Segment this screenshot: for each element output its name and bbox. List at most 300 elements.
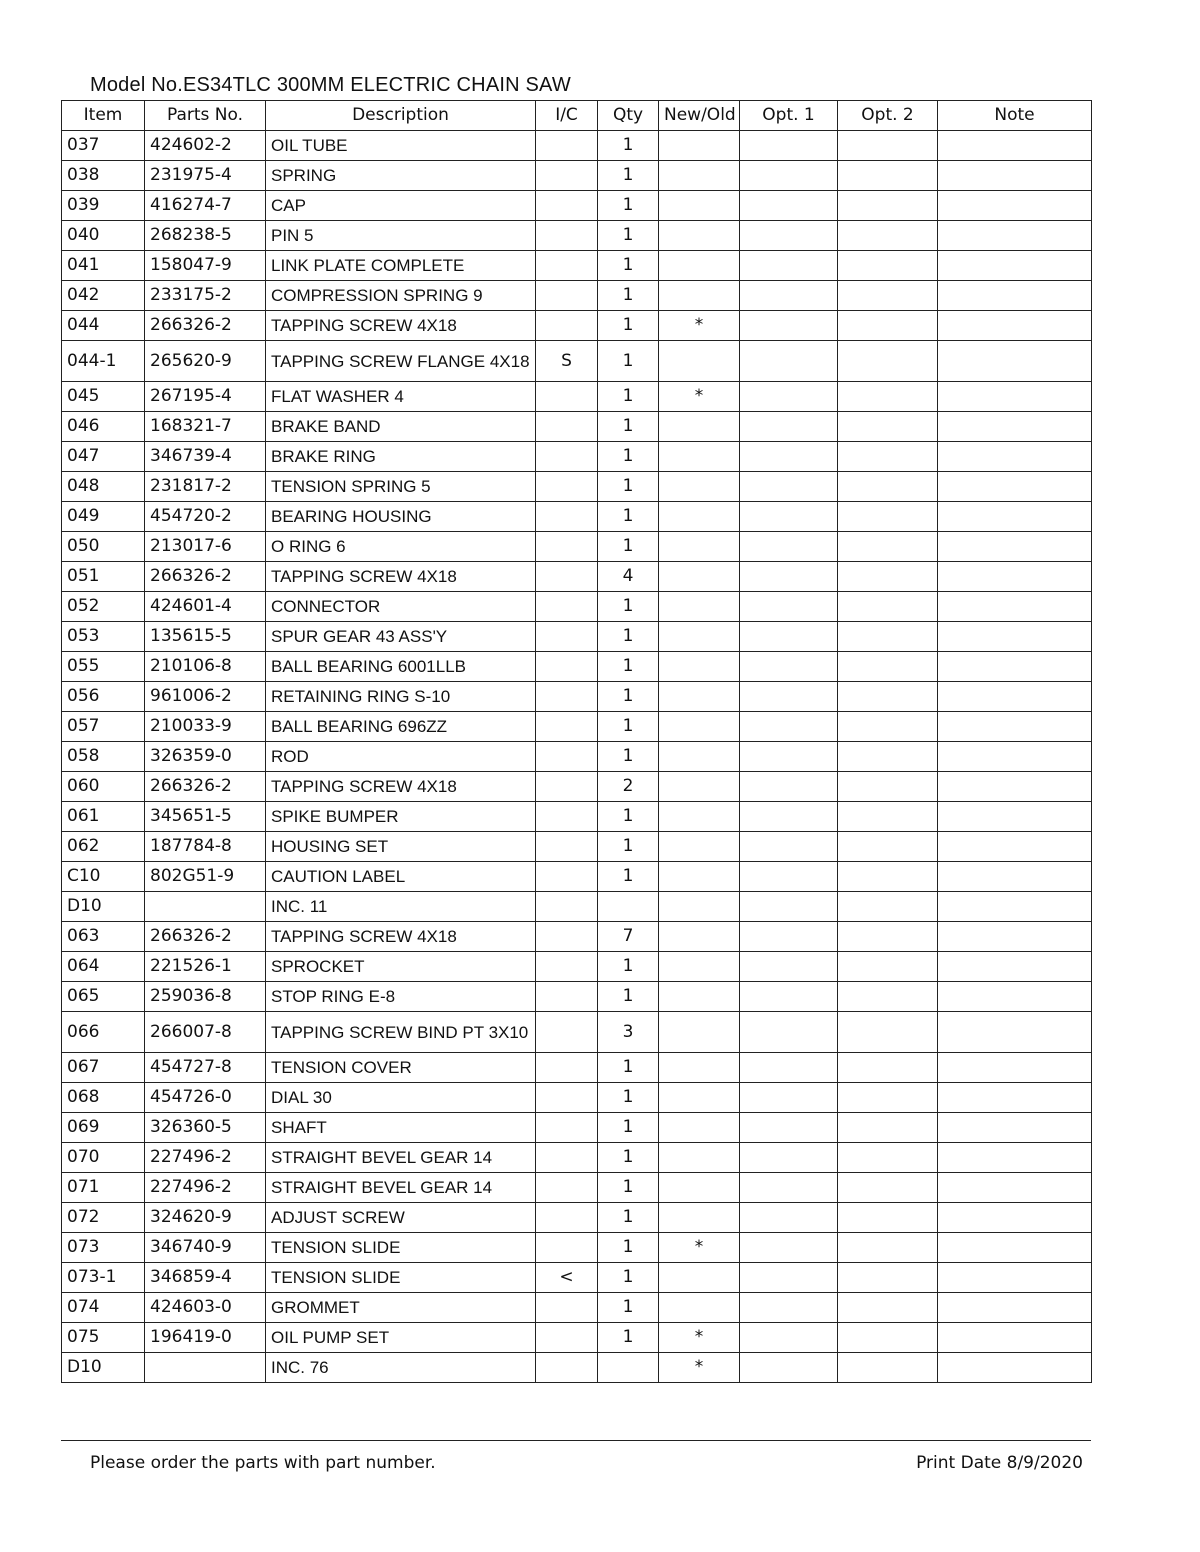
table-row <box>62 982 1092 1012</box>
description-cell: CAP <box>266 191 536 221</box>
new-old-cell <box>659 1012 740 1053</box>
parts-no-cell: 454720-2 <box>145 502 266 532</box>
opt-1-cell <box>740 191 838 221</box>
qty-cell: 1 <box>598 1263 659 1293</box>
qty-cell: 1 <box>598 1233 659 1263</box>
parts-no-cell: 802G51-9 <box>145 862 266 892</box>
parts-no-cell: 266326-2 <box>145 562 266 592</box>
description-cell: TAPPING SCREW 4X18 <box>266 311 536 341</box>
qty-cell: 1 <box>598 191 659 221</box>
opt-1-cell <box>740 1293 838 1323</box>
new-old-cell <box>659 772 740 802</box>
qty-cell: 1 <box>598 1203 659 1233</box>
parts-no-cell: 424601-4 <box>145 592 266 622</box>
description-cell: STOP RING E-8 <box>266 982 536 1012</box>
qty-cell: 1 <box>598 682 659 712</box>
note-cell <box>938 802 1092 832</box>
qty-cell: 1 <box>598 862 659 892</box>
qty-cell: 1 <box>598 472 659 502</box>
table-body <box>62 131 1092 1383</box>
parts-no-cell: 266007-8 <box>145 1012 266 1053</box>
parts-no-cell: 266326-2 <box>145 772 266 802</box>
note-cell <box>938 1263 1092 1293</box>
item-cell: 037 <box>62 131 145 161</box>
new-old-cell <box>659 832 740 862</box>
opt-1-cell <box>740 1173 838 1203</box>
parts-no-cell: 268238-5 <box>145 221 266 251</box>
item-cell: 055 <box>62 652 145 682</box>
item-cell: 057 <box>62 712 145 742</box>
opt-2-cell <box>838 1173 938 1203</box>
ic-cell <box>536 472 598 502</box>
description-cell: TENSION SPRING 5 <box>266 472 536 502</box>
note-cell <box>938 221 1092 251</box>
column-header-qty: Qty <box>598 101 659 131</box>
opt-2-cell <box>838 502 938 532</box>
qty-cell: 1 <box>598 281 659 311</box>
opt-2-cell <box>838 221 938 251</box>
description-cell: TAPPING SCREW BIND PT 3X10 <box>266 1012 536 1053</box>
new-old-cell <box>659 712 740 742</box>
opt-1-cell <box>740 502 838 532</box>
parts-no-cell: 326360-5 <box>145 1113 266 1143</box>
qty-cell: 1 <box>598 712 659 742</box>
parts-no-cell: 227496-2 <box>145 1143 266 1173</box>
opt-2-cell <box>838 1143 938 1173</box>
parts-no-cell: 267195-4 <box>145 382 266 412</box>
note-cell <box>938 472 1092 502</box>
ic-cell <box>536 1203 598 1233</box>
ic-cell <box>536 682 598 712</box>
opt-1-cell <box>740 622 838 652</box>
new-old-cell <box>659 1143 740 1173</box>
table-row <box>62 1113 1092 1143</box>
ic-cell <box>536 221 598 251</box>
ic-cell <box>536 982 598 1012</box>
parts-no-cell: 266326-2 <box>145 311 266 341</box>
table-row <box>62 712 1092 742</box>
item-cell: 061 <box>62 802 145 832</box>
parts-no-cell: 454726-0 <box>145 1083 266 1113</box>
qty-cell: 1 <box>598 622 659 652</box>
ic-cell <box>536 742 598 772</box>
opt-2-cell <box>838 562 938 592</box>
item-cell: 069 <box>62 1113 145 1143</box>
opt-2-cell <box>838 1012 938 1053</box>
opt-2-cell <box>838 592 938 622</box>
parts-no-cell: 961006-2 <box>145 682 266 712</box>
column-header-opt-2: Opt. 2 <box>838 101 938 131</box>
description-cell: OIL TUBE <box>266 131 536 161</box>
qty-cell: 1 <box>598 1173 659 1203</box>
new-old-cell <box>659 412 740 442</box>
ic-cell <box>536 191 598 221</box>
opt-2-cell <box>838 472 938 502</box>
description-cell: HOUSING SET <box>266 832 536 862</box>
description-cell: CONNECTOR <box>266 592 536 622</box>
parts-no-cell <box>145 892 266 922</box>
table-row <box>62 772 1092 802</box>
note-cell <box>938 592 1092 622</box>
new-old-cell <box>659 982 740 1012</box>
item-cell: 073 <box>62 1233 145 1263</box>
table-row <box>62 341 1092 382</box>
parts-no-cell: 416274-7 <box>145 191 266 221</box>
opt-1-cell <box>740 832 838 862</box>
note-cell <box>938 622 1092 652</box>
opt-1-cell <box>740 562 838 592</box>
opt-2-cell <box>838 1233 938 1263</box>
item-cell: 066 <box>62 1012 145 1053</box>
new-old-cell <box>659 161 740 191</box>
description-cell: TENSION SLIDE <box>266 1233 536 1263</box>
table-row <box>62 131 1092 161</box>
ic-cell <box>536 1323 598 1353</box>
table-row <box>62 1293 1092 1323</box>
parts-no-cell: 221526-1 <box>145 952 266 982</box>
description-cell: SPRING <box>266 161 536 191</box>
parts-no-cell: 135615-5 <box>145 622 266 652</box>
table-row <box>62 1173 1092 1203</box>
table-row <box>62 1323 1092 1353</box>
table-row <box>62 1083 1092 1113</box>
item-cell: 065 <box>62 982 145 1012</box>
new-old-cell <box>659 682 740 712</box>
opt-1-cell <box>740 1143 838 1173</box>
description-cell: SPROCKET <box>266 952 536 982</box>
ic-cell <box>536 832 598 862</box>
ic-cell <box>536 952 598 982</box>
opt-1-cell <box>740 442 838 472</box>
opt-2-cell <box>838 442 938 472</box>
column-header-note: Note <box>938 101 1092 131</box>
description-cell: ROD <box>266 742 536 772</box>
description-cell: BRAKE BAND <box>266 412 536 442</box>
description-cell: DIAL 30 <box>266 1083 536 1113</box>
description-cell: BALL BEARING 696ZZ <box>266 712 536 742</box>
description-cell: INC. 11 <box>266 892 536 922</box>
item-cell: 064 <box>62 952 145 982</box>
opt-2-cell <box>838 161 938 191</box>
opt-2-cell <box>838 532 938 562</box>
description-cell: SPUR GEAR 43 ASS'Y <box>266 622 536 652</box>
new-old-cell: * <box>659 311 740 341</box>
opt-1-cell <box>740 652 838 682</box>
item-cell: 070 <box>62 1143 145 1173</box>
ic-cell <box>536 772 598 802</box>
ic-cell <box>536 1012 598 1053</box>
item-cell: 045 <box>62 382 145 412</box>
table-row <box>62 682 1092 712</box>
opt-1-cell <box>740 472 838 502</box>
note-cell <box>938 1233 1092 1263</box>
item-cell: 051 <box>62 562 145 592</box>
opt-1-cell <box>740 922 838 952</box>
table-row <box>62 862 1092 892</box>
table-row <box>62 161 1092 191</box>
qty-cell <box>598 1353 659 1383</box>
ic-cell: S <box>536 341 598 382</box>
new-old-cell <box>659 892 740 922</box>
qty-cell: 1 <box>598 161 659 191</box>
opt-1-cell <box>740 982 838 1012</box>
description-cell: RETAINING RING S-10 <box>266 682 536 712</box>
qty-cell: 4 <box>598 562 659 592</box>
table-row <box>62 502 1092 532</box>
note-cell <box>938 982 1092 1012</box>
table-header-row <box>62 101 1092 131</box>
note-cell <box>938 1113 1092 1143</box>
table-row <box>62 622 1092 652</box>
note-cell <box>938 382 1092 412</box>
item-cell: 058 <box>62 742 145 772</box>
note-cell <box>938 191 1092 221</box>
note-cell <box>938 922 1092 952</box>
table-row <box>62 562 1092 592</box>
description-cell: TAPPING SCREW FLANGE 4X18 <box>266 341 536 382</box>
opt-1-cell <box>740 892 838 922</box>
qty-cell: 1 <box>598 1083 659 1113</box>
ic-cell <box>536 1233 598 1263</box>
opt-1-cell <box>740 1353 838 1383</box>
ic-cell <box>536 562 598 592</box>
qty-cell: 1 <box>598 652 659 682</box>
parts-no-cell: 324620-9 <box>145 1203 266 1233</box>
item-cell: 073-1 <box>62 1263 145 1293</box>
ic-cell <box>536 1143 598 1173</box>
parts-no-cell: 454727-8 <box>145 1053 266 1083</box>
description-cell: SHAFT <box>266 1113 536 1143</box>
description-cell: OIL PUMP SET <box>266 1323 536 1353</box>
opt-2-cell <box>838 1203 938 1233</box>
new-old-cell <box>659 952 740 982</box>
table-row <box>62 952 1092 982</box>
opt-2-cell <box>838 712 938 742</box>
description-cell: COMPRESSION SPRING 9 <box>266 281 536 311</box>
opt-2-cell <box>838 1293 938 1323</box>
ic-cell <box>536 382 598 412</box>
table-row <box>62 472 1092 502</box>
item-cell: 040 <box>62 221 145 251</box>
ic-cell <box>536 892 598 922</box>
opt-2-cell <box>838 742 938 772</box>
parts-no-cell: 265620-9 <box>145 341 266 382</box>
description-cell: TAPPING SCREW 4X18 <box>266 772 536 802</box>
table-row <box>62 191 1092 221</box>
note-cell <box>938 412 1092 442</box>
qty-cell: 1 <box>598 382 659 412</box>
ic-cell <box>536 1293 598 1323</box>
table-row <box>62 532 1092 562</box>
opt-2-cell <box>838 652 938 682</box>
new-old-cell <box>659 802 740 832</box>
ic-cell <box>536 1173 598 1203</box>
ic-cell <box>536 311 598 341</box>
description-cell: ADJUST SCREW <box>266 1203 536 1233</box>
table-row <box>62 922 1092 952</box>
table-row <box>62 892 1092 922</box>
opt-2-cell <box>838 862 938 892</box>
item-cell: 042 <box>62 281 145 311</box>
parts-no-cell: 266326-2 <box>145 922 266 952</box>
item-cell: 039 <box>62 191 145 221</box>
opt-1-cell <box>740 341 838 382</box>
item-cell: 041 <box>62 251 145 281</box>
new-old-cell: * <box>659 1233 740 1263</box>
opt-2-cell <box>838 131 938 161</box>
note-cell <box>938 1143 1092 1173</box>
parts-no-cell: 187784-8 <box>145 832 266 862</box>
parts-no-cell: 168321-7 <box>145 412 266 442</box>
note-cell <box>938 341 1092 382</box>
description-cell: TAPPING SCREW 4X18 <box>266 922 536 952</box>
opt-1-cell <box>740 742 838 772</box>
new-old-cell <box>659 862 740 892</box>
table-row <box>62 1012 1092 1053</box>
opt-2-cell <box>838 952 938 982</box>
table-row <box>62 1353 1092 1383</box>
qty-cell: 1 <box>598 1143 659 1173</box>
description-cell: GROMMET <box>266 1293 536 1323</box>
item-cell: 049 <box>62 502 145 532</box>
qty-cell <box>598 892 659 922</box>
qty-cell: 1 <box>598 311 659 341</box>
table-row <box>62 592 1092 622</box>
opt-2-cell <box>838 341 938 382</box>
table-row <box>62 652 1092 682</box>
parts-no-cell <box>145 1353 266 1383</box>
parts-no-cell: 346859-4 <box>145 1263 266 1293</box>
note-cell <box>938 281 1092 311</box>
opt-2-cell <box>838 281 938 311</box>
note-cell <box>938 652 1092 682</box>
note-cell <box>938 1353 1092 1383</box>
note-cell <box>938 1323 1092 1353</box>
new-old-cell: * <box>659 1323 740 1353</box>
description-cell: INC. 76 <box>266 1353 536 1383</box>
new-old-cell <box>659 221 740 251</box>
qty-cell: 2 <box>598 772 659 802</box>
ic-cell <box>536 1083 598 1113</box>
table-row <box>62 742 1092 772</box>
note-cell <box>938 1173 1092 1203</box>
parts-no-cell: 231817-2 <box>145 472 266 502</box>
ic-cell <box>536 161 598 191</box>
parts-no-cell: 213017-6 <box>145 532 266 562</box>
table-row <box>62 1263 1092 1293</box>
opt-2-cell <box>838 191 938 221</box>
description-cell: O RING 6 <box>266 532 536 562</box>
column-header-ic: I/C <box>536 101 598 131</box>
opt-2-cell <box>838 682 938 712</box>
ic-cell <box>536 922 598 952</box>
item-cell: 071 <box>62 1173 145 1203</box>
opt-2-cell <box>838 802 938 832</box>
parts-no-cell: 227496-2 <box>145 1173 266 1203</box>
ic-cell <box>536 712 598 742</box>
description-cell: BALL BEARING 6001LLB <box>266 652 536 682</box>
new-old-cell <box>659 1263 740 1293</box>
item-cell: 044-1 <box>62 341 145 382</box>
note-cell <box>938 1053 1092 1083</box>
opt-1-cell <box>740 311 838 341</box>
note-cell <box>938 682 1092 712</box>
parts-no-cell: 196419-0 <box>145 1323 266 1353</box>
qty-cell: 1 <box>598 1113 659 1143</box>
item-cell: 052 <box>62 592 145 622</box>
new-old-cell: * <box>659 382 740 412</box>
new-old-cell <box>659 1083 740 1113</box>
new-old-cell <box>659 562 740 592</box>
column-header-parts-no: Parts No. <box>145 101 266 131</box>
new-old-cell <box>659 131 740 161</box>
note-cell <box>938 1293 1092 1323</box>
note-cell <box>938 1012 1092 1053</box>
parts-no-cell: 210106-8 <box>145 652 266 682</box>
description-cell: TAPPING SCREW 4X18 <box>266 562 536 592</box>
qty-cell: 1 <box>598 592 659 622</box>
description-cell: TENSION COVER <box>266 1053 536 1083</box>
opt-1-cell <box>740 1263 838 1293</box>
ic-cell <box>536 251 598 281</box>
note-cell <box>938 1203 1092 1233</box>
document-title: Model No.ES34TLC 300MM ELECTRIC CHAIN SAW <box>90 74 571 96</box>
qty-cell: 1 <box>598 442 659 472</box>
item-cell: C10 <box>62 862 145 892</box>
note-cell <box>938 311 1092 341</box>
opt-1-cell <box>740 412 838 442</box>
ic-cell <box>536 862 598 892</box>
item-cell: 046 <box>62 412 145 442</box>
parts-no-cell: 424602-2 <box>145 131 266 161</box>
description-cell: BRAKE RING <box>266 442 536 472</box>
table-row <box>62 281 1092 311</box>
note-cell <box>938 712 1092 742</box>
opt-2-cell <box>838 1323 938 1353</box>
parts-no-cell: 424603-0 <box>145 1293 266 1323</box>
qty-cell: 1 <box>598 131 659 161</box>
opt-2-cell <box>838 922 938 952</box>
parts-no-cell: 346740-9 <box>145 1233 266 1263</box>
note-cell <box>938 952 1092 982</box>
new-old-cell <box>659 502 740 532</box>
opt-1-cell <box>740 281 838 311</box>
new-old-cell <box>659 442 740 472</box>
opt-1-cell <box>740 712 838 742</box>
new-old-cell <box>659 1113 740 1143</box>
opt-2-cell <box>838 1113 938 1143</box>
qty-cell: 1 <box>598 221 659 251</box>
ic-cell <box>536 281 598 311</box>
new-old-cell <box>659 1293 740 1323</box>
qty-cell: 1 <box>598 982 659 1012</box>
description-cell: TENSION SLIDE <box>266 1263 536 1293</box>
item-cell: D10 <box>62 892 145 922</box>
item-cell: 053 <box>62 622 145 652</box>
parts-no-cell: 158047-9 <box>145 251 266 281</box>
opt-2-cell <box>838 1053 938 1083</box>
qty-cell: 1 <box>598 1053 659 1083</box>
new-old-cell <box>659 341 740 382</box>
item-cell: 068 <box>62 1083 145 1113</box>
opt-1-cell <box>740 131 838 161</box>
note-cell <box>938 131 1092 161</box>
opt-1-cell <box>740 382 838 412</box>
note-cell <box>938 532 1092 562</box>
qty-cell: 1 <box>598 1323 659 1353</box>
opt-1-cell <box>740 1323 838 1353</box>
column-header-new-old: New/Old <box>659 101 740 131</box>
